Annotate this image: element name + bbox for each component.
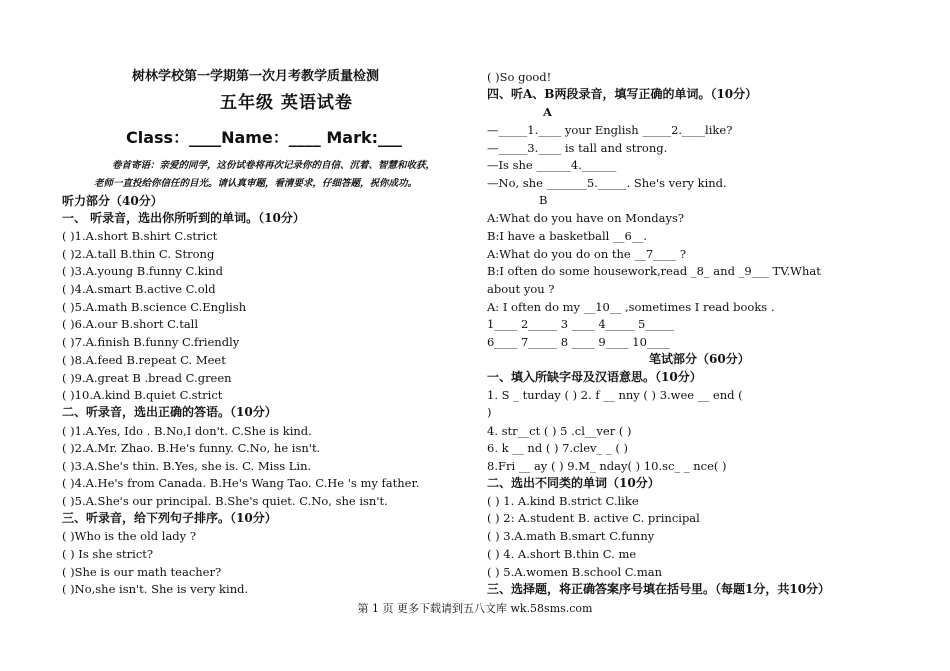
written-header: 笔试部分（60分） [649, 352, 750, 366]
section-1-title: 一、 听录音，选出你所听到的单词。（10分） [62, 211, 305, 225]
sec1-item: ( )1.A.short B.shirt C.strict [62, 229, 218, 243]
sec1-item: ( )8.A.feed B.repeat C. Meet [62, 353, 226, 367]
fill-letters-line: 1. S _ turday ( ) 2. f __ nny ( ) 3.wee __ end ( [487, 388, 743, 402]
dialogue-b-line: A:What do you have on Mondays? [487, 211, 685, 225]
dialogue-b-line: B:I often do some housework,read _8_ and _9___ TV.What [487, 264, 821, 278]
written-section-2-title: 二、选出不同类的单词（10分） [487, 476, 660, 490]
dialogue-a-line: —_____3.____ is tall and strong. [487, 141, 668, 155]
sec1-item: ( )2.A.tall B.thin C. Strong [62, 247, 215, 261]
page-footer: 第 1 页 更多下载请到五八文库 wk.58sms.com [357, 602, 593, 615]
odd-one-out-item: ( ) 3.A.math B.smart C.funny [487, 529, 655, 543]
dialogue-b-line: B:I have a basketball __6__. [487, 229, 647, 243]
class-name-mark-line: Class：____Name：____ Mark:___ [126, 128, 403, 147]
sec2-item: ( )5.A.She's our principal. B.She's quiet. C.No, she isn't. [62, 494, 388, 508]
fill-letters-line: 6. k __ nd ( ) 7.clev_ _ ( ) [487, 441, 628, 455]
message-line-2: 老师一直投给你信任的目光。请认真审题，看清要求，仔细答题，祝你成功。 [94, 178, 418, 189]
dialogue-a-line: —Is she ______4.______ [487, 158, 617, 172]
sec3-item: ( ) Is she strict? [62, 547, 154, 561]
fill-letters-line: ) [487, 405, 492, 419]
dialogue-b-line: A: I often do my __10__ ,sometimes I read books . [487, 300, 775, 314]
written-section-1-title: 一、填入所缺字母及汉语意思。（10分） [487, 370, 702, 384]
fill-letters-line: 4. str__ct ( ) 5 .cl__ver ( ) [487, 424, 632, 438]
sec1-item: ( )9.A.great B .bread C.green [62, 371, 232, 385]
answer-line: 1____ 2_____ 3 ____ 4_____ 5_____ [487, 317, 675, 331]
sec1-item: ( )7.A.finish B.funny C.friendly [62, 335, 240, 349]
top-item: ( )So good! [487, 70, 552, 84]
sec2-item: ( )2.A.Mr. Zhao. B.He's funny. C.No, he isn't. [62, 441, 321, 455]
school-title: 树林学校第一学期第一次月考教学质量检测 [132, 69, 380, 84]
sec1-item: ( )5.A.math B.science C.English [62, 300, 247, 314]
sec1-item: ( )4.A.smart B.active C.old [62, 282, 216, 296]
odd-one-out-item: ( ) 1. A.kind B.strict C.like [487, 494, 639, 508]
section-2-title: 二、听录音，选出正确的答语。（10分） [62, 405, 277, 419]
sec2-item: ( )4.A.He's from Canada. B.He's Wang Tao. C.He 's my father. [62, 476, 420, 490]
odd-one-out-item: ( ) 2: A.student B. active C. principal [487, 511, 700, 525]
odd-one-out-item: ( ) 5.A.women B.school C.man [487, 565, 663, 579]
listening-header: 听力部分（40分） [62, 194, 163, 208]
written-section-3-title: 三、选择题，将正确答案序号填在括号里。（每题1分，共10分） [487, 582, 831, 596]
sec2-item: ( )1.A.Yes, Ido . B.No,I don't. C.She is kind. [62, 424, 312, 438]
fill-letters-line: 8.Fri __ ay ( ) 9.M_ nday( ) 10.sc_ _ nce( ) [487, 459, 727, 473]
dialogue-b-line: A:What do you do on the __7____ ? [487, 247, 687, 261]
dialogue-a-label: A [543, 105, 552, 119]
sec2-item: ( )3.A.She's thin. B.Yes, she is. C. Miss Lin. [62, 459, 312, 473]
sec3-item: ( )No,she isn't. She is very kind. [62, 582, 249, 596]
sec1-item: ( )10.A.kind B.quiet C.strict [62, 388, 223, 402]
dialogue-a-line: —No, she _______5._____. She's very kind. [487, 176, 727, 190]
section-3-title: 三、听录音，给下列句子排序。（10分） [62, 511, 277, 525]
sec1-item: ( )3.A.young B.funny C.kind [62, 264, 224, 278]
sec3-item: ( )Who is the old lady ? [62, 529, 196, 543]
dialogue-b-line: about you ? [487, 282, 555, 296]
sec1-item: ( )6.A.our B.short C.tall [62, 317, 199, 331]
odd-one-out-item: ( ) 4. A.short B.thin C. me [487, 547, 637, 561]
dialogue-a-line: —_____1.____ your English _____2.____like? [487, 123, 733, 137]
grade-title: 五年级 英语试卷 [220, 93, 353, 113]
section-4-title: 四、听A、B两段录音，填写正确的单词。（10分） [487, 87, 758, 101]
dialogue-b-label: B [539, 193, 548, 207]
sec3-item: ( )She is our math teacher? [62, 565, 222, 579]
message-line-1: 卷首寄语：亲爱的同学，这份试卷将再次记录你的自信、沉着、智慧和收获， [112, 160, 436, 171]
answer-line: 6____ 7_____ 8 ____ 9____ 10____ [487, 335, 670, 349]
